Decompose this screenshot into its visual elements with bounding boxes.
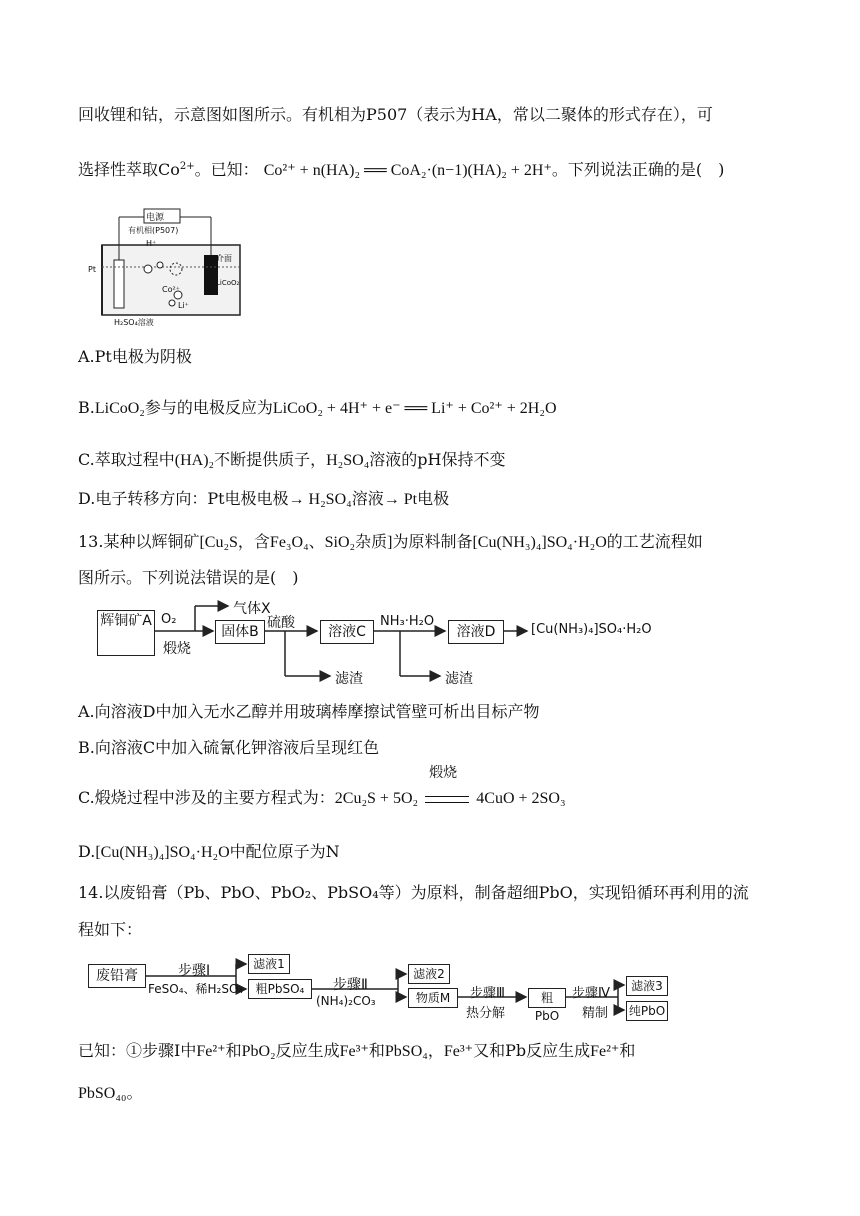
node-filtrate1: 滤液1 xyxy=(248,954,290,974)
co-ion: Co xyxy=(158,160,180,179)
node-pure-pbo: 纯PbO xyxy=(626,1001,668,1021)
node-crude-pbo: 粗PbO xyxy=(528,988,566,1008)
q13-flowchart: 辉铜矿A O₂ 煅烧 气体X 固体B 硫酸 溶液C 滤渣 NH₃·H₂O 溶液D 滤渣 [Cu(NH₃)₄]SO₄·H₂O xyxy=(95,598,715,690)
electrode-equation: LiCoO₂ + 4H⁺ + e⁻ ══ Li⁺ + Co²⁺ + 2H₂O xyxy=(272,400,557,417)
q13-line1: 13.某种以辉铜矿[Cu₂S，含Fe₃O₄、SiO₂杂质]为原料制备[Cu(NH₃)₄]SO₄·H₂O的工艺流程如 xyxy=(78,532,703,551)
q13-line2: 图所示。下列说法错误的是( ) xyxy=(78,568,299,587)
q12-option-b: B.LiCoO₂参与的电极反应为LiCoO₂ + 4H⁺ + e⁻ ══ Li⁺ + Co²⁺ + 2H₂O xyxy=(78,398,557,417)
q14-last: PbSO₄₀。 xyxy=(78,1083,143,1102)
electrolysis-diagram: 电源 有机相(P507) H⁺ 介面 Pt LiCoO₂ Co²⁺ Li⁺ H₂SO₄溶液 xyxy=(88,205,248,330)
q13-option-c: C.煅烧过程中涉及的主要方程式为：2Cu₂S + 5O₂ 煅烧 4CuO + 2SO₃ xyxy=(78,787,566,810)
q14-known: 已知：①步骤Ⅰ中Fe²⁺和PbO₂反应生成Fe³⁺和PbSO₄，Fe³⁺又和Pb反应生成Fe²⁺和 xyxy=(78,1041,636,1060)
q13-option-d: D.[Cu(NH₃)₄]SO₄·H₂O中配位原子为N xyxy=(78,842,340,861)
node-filtrate2: 滤液2 xyxy=(408,964,450,984)
electrolysis-svg xyxy=(88,205,248,330)
q12-line1: 回收锂和钴，示意图如图所示。有机相为P507（表示为HA，常以二聚体的形式存在），可 xyxy=(78,105,713,124)
q12-option-a: A.Pt电极为阴极 xyxy=(78,347,192,366)
equilibrium-equation: Co²⁺ + n(HA)₂ ══ CoA₂·(n−1)(HA)₂ + 2H⁺ xyxy=(263,162,552,179)
q12-option-c: C.萃取过程中(HA)₂不断提供质子，H₂SO₄溶液的pH保持不变 xyxy=(78,450,506,469)
q12-line2: 选择性萃取$Co^{2+}$。已知： Co²⁺ + n(HA)₂ ══ CoA₂·(n−1)(HA)₂ + 2H⁺。下列说法正确的是( ) xyxy=(78,160,725,179)
node-d: 溶液D xyxy=(448,620,504,644)
node-crude-pbso4: 粗PbSO₄ xyxy=(248,979,312,999)
q14-line1: 14.以废铅膏（Pb、PbO、PbO₂、PbSO₄等）为原料，制备超细PbO，实现铅循环再利用的流 xyxy=(78,883,749,902)
node-m: 物质M xyxy=(408,988,458,1008)
node-c: 溶液C xyxy=(320,620,374,644)
q14-line2: 程如下： xyxy=(78,920,143,939)
node-filtrate3: 滤液3 xyxy=(626,976,668,996)
q13-option-b: B.向溶液C中加入硫氰化钾溶液后呈现红色 xyxy=(78,738,380,757)
q14-flowchart: 废铅膏 步骤Ⅰ FeSO₄、稀H₂SO₄ 滤液1 粗PbSO₄ 步骤Ⅱ (NH₄)₂CO₃ 滤液2 物质M 步骤Ⅲ 热分解 粗PbO 步骤Ⅳ 精制 滤液3 纯PbO xyxy=(88,952,688,1024)
node-a: 辉铜矿A xyxy=(97,610,155,656)
q13-option-a: A.向溶液D中加入无水乙醇并用玻璃棒摩擦试管壁可析出目标产物 xyxy=(78,702,540,721)
node-b: 固体B xyxy=(215,620,265,644)
node-waste: 废铅膏 xyxy=(88,964,146,988)
calcination-condition: 煅烧 xyxy=(423,788,471,810)
q12-option-d: D.电子转移方向：Pt电极电极→ H₂SO₄溶液→ Pt电极 xyxy=(78,489,450,508)
